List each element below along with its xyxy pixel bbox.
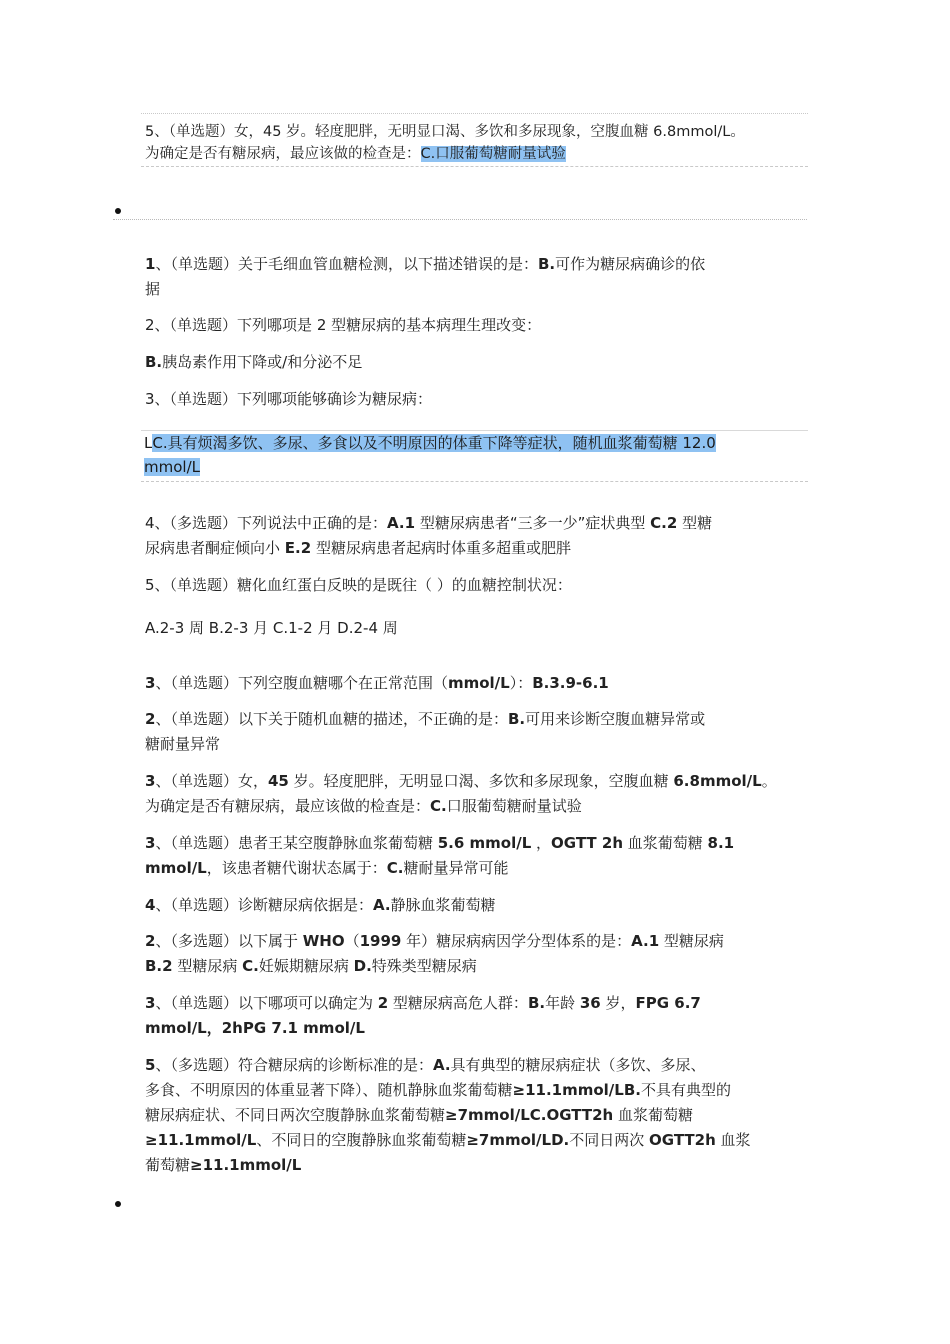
value: 8.1 bbox=[707, 834, 735, 852]
question-text: 、（单选题）诊断糖尿病依据是： bbox=[155, 896, 373, 914]
value: WHO bbox=[302, 932, 345, 950]
question-number: 3 bbox=[145, 994, 156, 1012]
answer-text: 不具有典型的 bbox=[640, 1081, 731, 1099]
question-text: 、（单选题）关于毛细血管血糖检测，以下描述错误的是： bbox=[155, 255, 538, 273]
question-text: ， bbox=[531, 834, 552, 852]
answer-line bbox=[144, 431, 716, 455]
question-4 bbox=[145, 511, 712, 535]
question-3: 3、（单选题）下列哪项能够确诊为糖尿病： bbox=[145, 390, 433, 408]
answer-letter: B.2 bbox=[145, 957, 173, 975]
answer-continuation: 糖耐量异常 bbox=[145, 735, 221, 753]
bullet-icon bbox=[115, 1201, 121, 1207]
value: 36 bbox=[579, 994, 601, 1012]
question-text: 为确定是否有糖尿病，最应该做的检查是： bbox=[145, 146, 421, 162]
question-e bbox=[145, 893, 496, 917]
answer-letter: C. bbox=[242, 957, 259, 975]
question-text: 、（单选题）以下哪项可以确定为 bbox=[155, 994, 378, 1012]
question-f bbox=[145, 929, 724, 953]
value: ≥7mmol/LD. bbox=[466, 1131, 570, 1149]
options-5: A.2-3 周 B.2-3 月 C.1-2 月 D.2-4 周 bbox=[145, 619, 398, 637]
question-5: 5、（单选题）糖化血红蛋白反映的是既往（ ）的血糖控制状况： bbox=[145, 576, 572, 594]
highlighted-answer: C.口服葡萄糖耐量试验 bbox=[420, 146, 566, 162]
answer-text: 特殊类型糖尿病 bbox=[371, 957, 477, 975]
question-f-continued bbox=[145, 954, 477, 978]
question-h-line3 bbox=[145, 1103, 693, 1127]
answer-prefix: L bbox=[144, 434, 153, 452]
question-text: 岁。轻度肥胖，无明显口渴、多饮和多尿现象，空腹血糖 bbox=[288, 772, 674, 790]
question-number: 3 bbox=[145, 834, 156, 852]
value: 6.8mmol/L bbox=[673, 772, 762, 790]
answer-text: 、不同日的空腹静脉血浆葡萄糖 bbox=[256, 1131, 467, 1149]
value: mmol/L bbox=[145, 859, 207, 877]
question-line bbox=[145, 142, 566, 163]
question-h-line4 bbox=[145, 1128, 751, 1152]
value: ≥11.1mmol/LB. bbox=[512, 1081, 641, 1099]
answer-text: 口服葡萄糖耐量试验 bbox=[446, 797, 582, 815]
question-c-continued bbox=[145, 794, 582, 818]
answer-letter: A. bbox=[432, 1056, 451, 1074]
question-text: 、（多选题）符合糖尿病的诊断标准的是： bbox=[155, 1056, 433, 1074]
answer-text: 型糖尿病 bbox=[659, 932, 724, 950]
answer-text: 糖耐量异常可能 bbox=[403, 859, 509, 877]
value: ≥11.1mmol/L bbox=[190, 1156, 302, 1174]
question-2: 2、（单选题）下列哪项是 2 型糖尿病的基本病理生理改变： bbox=[145, 316, 542, 334]
question-text: 、（单选题）以下关于随机血糖的描述，不正确的是： bbox=[155, 710, 508, 728]
value: 45 bbox=[267, 772, 289, 790]
answer-letter: C.2 bbox=[650, 514, 678, 532]
question-number: 4 bbox=[145, 896, 156, 914]
answer-text: 可用来诊断空腹血糖异常或 bbox=[525, 710, 706, 728]
answer-letter: A.1 bbox=[631, 932, 660, 950]
question-h-line2 bbox=[145, 1078, 731, 1102]
question-g bbox=[145, 991, 701, 1015]
question-d bbox=[145, 831, 734, 855]
question-number: 2 bbox=[145, 710, 156, 728]
answer-letter: A.1 bbox=[387, 514, 416, 532]
question-text: ，该患者糖代谢状态属于： bbox=[206, 859, 387, 877]
question-text: ）： bbox=[509, 674, 533, 692]
answer-text: 具有典型的糖尿病症状（多饮、多尿、 bbox=[450, 1056, 706, 1074]
answer-letter: B.3.9-6.1 bbox=[532, 674, 609, 692]
answer-text: 多食、不明原因的体重显著下降）、随机静脉血浆葡萄糖 bbox=[145, 1081, 513, 1099]
answer-letter: B. bbox=[537, 255, 556, 273]
answer-letter: E.2 bbox=[284, 539, 312, 557]
question-4-continued bbox=[145, 536, 571, 560]
answer-line bbox=[144, 455, 200, 479]
answer-text: 葡萄糖 bbox=[145, 1156, 191, 1174]
answer-box-highlighted bbox=[141, 430, 808, 482]
question-c bbox=[145, 769, 777, 793]
value: 5.6 mmol/L bbox=[437, 834, 532, 852]
question-text: 、（多选题）以下属于 bbox=[155, 932, 303, 950]
question-d-continued bbox=[145, 856, 509, 880]
unit: mmol/L bbox=[447, 674, 510, 692]
bullet-icon bbox=[115, 208, 121, 214]
question-b bbox=[145, 707, 705, 731]
answer-text: 型糖尿病患者“三多一少”症状典型 bbox=[415, 514, 651, 532]
answer-letter: C. bbox=[430, 797, 447, 815]
answer-text: 可作为糖尿病确诊的依 bbox=[555, 255, 706, 273]
value: OGTT 2h bbox=[551, 834, 623, 852]
value: 1999 bbox=[359, 932, 402, 950]
answer-letter: C. bbox=[386, 859, 404, 877]
question-number: 3 bbox=[145, 772, 156, 790]
question-h-line5 bbox=[145, 1153, 301, 1177]
answer-letter: D. bbox=[353, 957, 372, 975]
answer-text: 型糖尿病 bbox=[172, 957, 243, 975]
question-text: 。 bbox=[761, 772, 777, 790]
question-text: 、（单选题）下列空腹血糖哪个在正常范围（ bbox=[155, 674, 448, 692]
question-text: 型糖尿病高危人群： bbox=[388, 994, 528, 1012]
answer-text: 年龄 bbox=[545, 994, 580, 1012]
answer-2 bbox=[145, 350, 362, 374]
answer-text: 胰岛素作用下降或/和分泌不足 bbox=[162, 353, 363, 371]
question-g-continued: mmol/L，2hPG 7.1 mmol/L bbox=[145, 1019, 365, 1037]
answer-text: 糖尿病症状、不同日两次空腹静脉血浆葡萄糖 bbox=[145, 1106, 446, 1124]
answer-text: 尿病患者酮症倾向小 bbox=[145, 539, 285, 557]
question-line: 5、（单选题）女，45 岁。轻度肥胖，无明显口渴、多饮和多尿现象，空腹血糖 6.8mmol/L。 bbox=[145, 124, 745, 140]
answer-continuation: 据 bbox=[145, 280, 161, 298]
answer-text: 血浆葡萄糖 bbox=[613, 1106, 693, 1124]
question-text: 年）糖尿病病因学分型体系的是： bbox=[401, 932, 632, 950]
question-text: （ bbox=[344, 932, 360, 950]
value: FPG 6.7 bbox=[635, 994, 701, 1012]
question-h bbox=[145, 1053, 706, 1077]
value: ≥7mmol/LC.OGTT2h bbox=[445, 1106, 614, 1124]
question-a bbox=[145, 671, 609, 695]
question-1 bbox=[145, 252, 705, 276]
answer-text: 岁， bbox=[600, 994, 636, 1012]
answer-text: 血浆 bbox=[715, 1131, 751, 1149]
answer-text: 型糖 bbox=[677, 514, 713, 532]
answer-letter: A. bbox=[372, 896, 391, 914]
answer-letter: B. bbox=[507, 710, 526, 728]
answer-letter: B. bbox=[145, 353, 163, 371]
question-text: 、（单选题）患者王某空腹静脉血浆葡萄糖 bbox=[155, 834, 438, 852]
value: 2 bbox=[377, 994, 389, 1012]
value: OGTT2h bbox=[649, 1131, 716, 1149]
answer-text: 妊娠期糖尿病 bbox=[258, 957, 354, 975]
question-number: 1 bbox=[145, 255, 156, 273]
answer-text: 不同日两次 bbox=[569, 1131, 650, 1149]
question-text: 为确定是否有糖尿病，最应该做的检查是： bbox=[145, 797, 431, 815]
question-number: 3 bbox=[145, 674, 156, 692]
answer-letter: B. bbox=[527, 994, 546, 1012]
question-number: 5 bbox=[145, 1056, 156, 1074]
highlighted-answer: C.具有烦渴多饮、多尿、多食以及不明原因的体重下降等症状，随机血浆葡萄糖 12.0 bbox=[152, 434, 716, 452]
question-text: 、（单选题）女， bbox=[155, 772, 268, 790]
divider bbox=[113, 219, 807, 220]
question-text: 4、（多选题）下列说法中正确的是： bbox=[145, 514, 388, 532]
highlighted-answer: mmol/L bbox=[144, 458, 200, 476]
question-number: 2 bbox=[145, 932, 156, 950]
answer-text: 静脉血浆葡萄糖 bbox=[390, 896, 496, 914]
question-box-top bbox=[141, 113, 808, 167]
answer-text: 型糖尿病患者起病时体重多超重或肥胖 bbox=[311, 539, 571, 557]
question-text: 血浆葡萄糖 bbox=[623, 834, 708, 852]
value: ≥11.1mmol/L bbox=[145, 1131, 257, 1149]
